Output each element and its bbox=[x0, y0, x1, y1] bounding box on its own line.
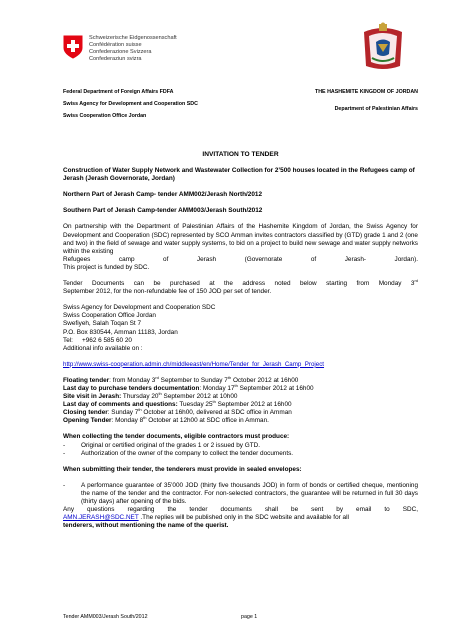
office-address: Swiss Agency for Development and Cooperation SDC Swiss Cooperation Office Jordan Swefiyeh, Salah Toqan St 7 P.O. Box 830544, Amman 11183, Jordan Tel: +962 6 585 60 20 Additional info available on : bbox=[63, 304, 216, 352]
page-number: page 1 bbox=[241, 614, 258, 620]
jordan-coat-of-arms-icon bbox=[360, 22, 406, 72]
list-item: - Original or certified original of the grades 1 or 2 issued by GTD. bbox=[63, 442, 418, 450]
opening-tender-date: Opening Tender: Monday 8th October at 12h00 at SDC office in Amman. bbox=[63, 415, 269, 425]
document-body bbox=[63, 140, 418, 530]
comments-deadline: Last day of comments and questions: Tuesday 25th September 2012 at 16h00 bbox=[63, 399, 292, 409]
tender-info-link[interactable]: http://www.swiss-cooperation.admin.ch/middleeast/en/Home/Tender_for_Jerash_Camp_Project bbox=[63, 360, 325, 368]
sdc-email-link[interactable]: AMN.JERASH@SDC.NET bbox=[63, 514, 139, 522]
purchase-paragraph: Tender Documents can be purchased at the address noted below starting from Monday 3rd September 2012, for the non-refundable fee of 150 JOD per set of tender. bbox=[63, 277, 418, 296]
collect-requirements bbox=[63, 442, 418, 458]
north-tender-line: Northern Part of Jerash Camp- tender AMM002/Jerash North/2012 bbox=[63, 191, 262, 199]
office-name: Swiss Cooperation Office Jordan bbox=[63, 113, 147, 119]
submit-heading: When submitting their tender, the tenderers must provide in sealed envelopes: bbox=[63, 465, 302, 473]
south-tender-line: Southern Part of Jerash Camp-tender AMM003/Jerash South/2012 bbox=[63, 207, 263, 215]
tender-schedule bbox=[63, 374, 418, 426]
list-item: - A performance guarantee of 35’000 JOD (thirty five thousands JOD) in form of bonds or certified cheque, mentioning the name of the tender and the contractor. For non-selected contractors, the guarantee will be returned in full 30 days (thirty days) after opening of the bids. bbox=[63, 482, 418, 506]
intro-paragraph: On partnership with the Department of Palestinian Affairs of the Hashemite Kingdom of Jordan, the Swiss Agency for Development and Cooperation (SDC) represented by SCO Amman invites contractors classified by (GTD) grade 1 and 2 (one and two) in the field of sewage and water supply systems, to bid on a project to build new sewage and water supply networks within the existing Refugees camp of Jerash (Governorate of Jerash- Jordan). This project is funded by SDC. bbox=[63, 223, 418, 271]
submit-requirements bbox=[63, 482, 418, 506]
sender-block bbox=[63, 89, 198, 125]
floating-tender-date: Floating tender: from Monday 3rd September to Sunday 7th October 2012 at 16h00 bbox=[63, 374, 299, 384]
department-name: Federal Department of Foreign Affairs FDFA bbox=[63, 89, 174, 95]
subject-line: Construction of Water Supply Network and Wastewater Collection for 2’500 houses located in the Refugees camp of Jerash (Jerash Governorate, Jordan) bbox=[63, 167, 415, 183]
swiss-logo-text: Schweizerische Eidgenossenschaft Confédération suisse Confederazione Svizzera Confederaziun svizra bbox=[89, 35, 177, 62]
palestinian-affairs-department: Department of Palestinian Affairs bbox=[334, 106, 418, 112]
questions-paragraph: Any questions regarding the tender documents shall be sent by email to SDC, AMN.JERASH@SDC.NET .The replies will be published only in the SDC website and available for all tenderers, without mentioning the name of the querist. bbox=[63, 506, 418, 530]
swiss-confederation-logo bbox=[63, 35, 177, 63]
agency-name: Swiss Agency for Development and Cooperation SDC bbox=[63, 101, 198, 107]
recipient-block bbox=[308, 89, 418, 113]
closing-tender-date: Closing tender: Sunday 7th October at 16h00, delivered at SDC office in Amman bbox=[63, 407, 292, 417]
footer-doc-ref: Tender AMM003/Jerash South/2012 bbox=[63, 614, 148, 620]
site-visit-date: Site visit in Jerash: Thursday 20th September 2012 at 10h00 bbox=[63, 390, 238, 401]
page-title: INVITATION TO TENDER bbox=[202, 151, 279, 158]
collect-heading: When collecting the tender documents, eligible contractors must produce: bbox=[63, 433, 290, 441]
page-footer bbox=[63, 614, 418, 620]
list-item: - Authorization of the owner of the company to collect the tender documents. bbox=[63, 450, 418, 458]
last-purchase-date: Last day to purchase tenders documentation: Monday 17th September 2012 at 16h00 bbox=[63, 382, 314, 392]
kingdom-name: THE HASHEMITE KINGDOM OF JORDAN bbox=[315, 89, 418, 95]
swiss-shield-icon bbox=[63, 35, 83, 59]
